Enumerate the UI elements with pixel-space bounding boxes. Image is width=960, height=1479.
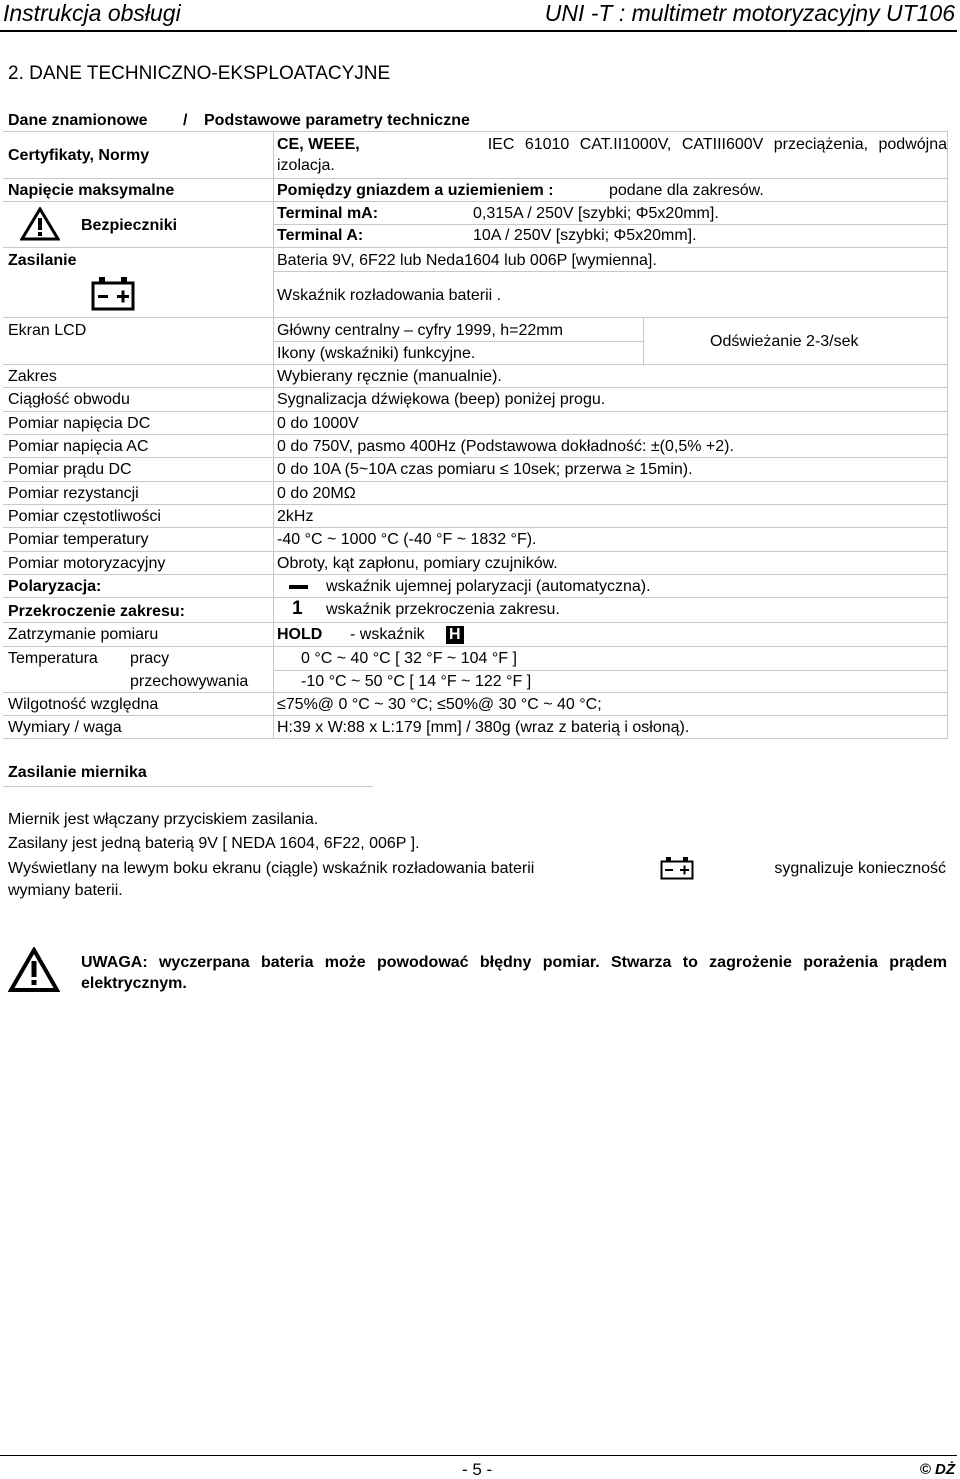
table-row — [3, 132, 948, 179]
table-row — [3, 365, 948, 388]
humidity-value: ≤75%@ 0 °C ~ 30 °C; ≤50%@ 30 °C ~ 40 °C; — [277, 696, 602, 713]
lcd-line1: Główny centralny – cyfry 1999, h=22mm — [277, 322, 563, 339]
minus-sign-icon — [289, 585, 308, 589]
table-row — [3, 623, 948, 647]
fuse-a-value: 10A / 250V [szybki; Φ5x20mm]. — [473, 227, 697, 244]
row-value: 0 do 1000V — [277, 414, 359, 432]
table-header-row — [3, 108, 948, 132]
table-row — [3, 528, 948, 551]
lcd-inner-rule — [273, 341, 643, 342]
battery-icon — [91, 275, 135, 311]
power-para-1: Miernik jest włączany przyciskiem zasilania. — [8, 811, 319, 828]
table-row — [3, 716, 948, 739]
table-row — [3, 670, 948, 693]
table-row — [3, 575, 948, 598]
hold-label: Zatrzymanie pomiaru — [8, 626, 159, 643]
cert-bold: CE, WEEE, — [277, 136, 360, 153]
row-value: 0 do 750V, pasmo 400Hz (Podstawowa dokładność: ±(0,5% +2). — [277, 437, 734, 455]
temp-store: -10 °C ~ 50 °C [ 14 °F ~ 122 °F ] — [301, 673, 532, 690]
battery-icon-inline — [660, 856, 694, 880]
row-label: Pomiar rezystancji — [8, 484, 139, 502]
table-row — [3, 388, 948, 411]
table-row — [3, 482, 948, 505]
row-value: 2kHz — [277, 507, 314, 525]
row-value: Wybierany ręcznie (manualnie). — [277, 368, 502, 385]
temp-work: 0 °C ~ 40 °C [ 32 °F ~ 104 °F ] — [301, 650, 517, 667]
over-label: Przekroczenie zakresu: — [8, 603, 185, 620]
temp-sub2: przechowywania — [130, 673, 249, 690]
row-label: Pomiar temperatury — [8, 531, 149, 549]
header-left: Instrukcja obsługi — [3, 0, 181, 26]
row-label: Pomiar częstotliwości — [8, 507, 161, 525]
lcd-divider — [643, 318, 644, 364]
table-row — [3, 598, 948, 623]
row-value: -40 °C ~ 1000 °C (-40 °F ~ 1832 °F). — [277, 531, 537, 549]
hold-bold: HOLD — [277, 626, 323, 643]
power-para-3b: sygnalizuje konieczność — [774, 860, 946, 877]
power-para-2: Zasilany jest jedną baterią 9V [ NEDA 1604, 6F22, 006P ]. — [8, 835, 420, 852]
row-value: Obroty, kąt zapłonu, pomiary czujników. — [277, 554, 558, 572]
table-header-left: Dane znamionowe — [8, 112, 148, 129]
power-section-rule — [3, 786, 373, 787]
footer-rule — [0, 1455, 957, 1456]
table-header-sep: / — [183, 112, 188, 129]
table-row — [3, 458, 948, 481]
polar-value: wskaźnik ujemnej polaryzacji (automatyczna). — [326, 578, 651, 595]
lcd-refresh: Odświeżanie 2-3/sek — [710, 333, 859, 350]
section-title: 2. DANE TECHNICZNO-EKSPLOATACYJNE — [8, 63, 391, 84]
row-value: Sygnalizacja dźwiękowa (beep) poniżej progu. — [277, 391, 606, 409]
hold-h-icon: H — [446, 626, 464, 644]
warning-text: UWAGA: wyczerpana bateria może powodować błędny pomiar. Stwarza to zagrożenie porażenia prądem elektrycznym. — [81, 954, 947, 992]
cert-label: Certyfikaty, Normy — [8, 147, 150, 164]
table-row — [3, 318, 948, 365]
warning-triangle-icon — [20, 207, 60, 241]
power-section-title: Zasilanie miernika — [8, 764, 147, 781]
table-row — [3, 435, 948, 458]
row-label: Pomiar motoryzacyjny — [8, 554, 166, 572]
header-right: UNI -T : multimetr motoryzacyjny UT106 — [544, 0, 955, 26]
over-symbol: 1 — [292, 598, 303, 619]
page-number: - 5 - — [462, 1460, 493, 1479]
lcd-line2: Ikony (wskaźniki) funkcyjne. — [277, 345, 476, 362]
row-label: Pomiar napięcia AC — [8, 437, 149, 455]
dims-value: H:39 x W:88 x L:179 [mm] / 380g (wraz z baterią i osłoną). — [277, 719, 690, 736]
power-para-3c: wymiany baterii. — [8, 882, 123, 899]
cert-rest: IEC 61010 CAT.II1000V, CATIII600V przeciążenia, podwójna — [487, 136, 947, 153]
table-row — [3, 505, 948, 528]
copyright: © DŻ — [919, 1461, 955, 1478]
table-row — [3, 272, 948, 318]
table-row — [3, 552, 948, 575]
power-para-3a: Wyświetlany na lewym boku ekranu (ciągle) wskaźnik rozładowania baterii — [8, 860, 535, 877]
fuses-label: Bezpieczniki — [81, 217, 178, 234]
polar-label: Polaryzacja: — [8, 578, 102, 595]
voltmax-bold: Pomiędzy gniazdem a uziemieniem : — [277, 182, 554, 199]
table-row — [3, 179, 948, 202]
table-header-right: Podstawowe parametry techniczne — [204, 112, 470, 129]
humidity-label: Wilgotność względna — [8, 696, 159, 713]
fuse-ma-label: Terminal mA: — [277, 205, 379, 222]
row-value: 0 do 20MΩ — [277, 484, 356, 502]
power-label: Zasilanie — [8, 252, 77, 269]
battery-indicator: Wskaźnik rozładowania baterii . — [277, 287, 502, 304]
fuse-a-label: Terminal A: — [277, 227, 364, 244]
voltmax-label: Napięcie maksymalne — [8, 182, 175, 199]
header-rule — [0, 30, 957, 32]
cert-line2: izolacja. — [277, 157, 335, 174]
voltmax-rest: podane dla zakresów. — [609, 182, 764, 199]
fuse-ma-value: 0,315A / 250V [szybki; Φ5x20mm]. — [473, 205, 719, 222]
dims-label: Wymiary / waga — [8, 719, 122, 736]
warning-triangle-icon-large — [8, 947, 60, 993]
lcd-label: Ekran LCD — [8, 322, 87, 339]
fuse-ma-row — [273, 202, 948, 225]
temp-label: Temperatura — [8, 650, 98, 667]
row-label: Ciągłość obwodu — [8, 391, 130, 409]
power-row — [273, 248, 948, 272]
table-row — [3, 412, 948, 435]
row-value: 0 do 10A (5~10A czas pomiaru ≤ 10sek; przerwa ≥ 15min). — [277, 461, 693, 479]
row-label: Pomiar prądu DC — [8, 461, 132, 479]
table-row — [3, 647, 948, 670]
table-row — [3, 693, 948, 716]
row-label: Pomiar napięcia DC — [8, 414, 151, 432]
temp-sub1: pracy — [130, 650, 170, 667]
over-value: wskaźnik przekroczenia zakresu. — [326, 601, 560, 618]
page-header — [0, 0, 960, 32]
hold-rest: - wskaźnik — [350, 626, 425, 643]
row-label: Zakres — [8, 368, 57, 385]
power-value: Bateria 9V, 6F22 lub Neda1604 lub 006P [wymienna]. — [277, 252, 657, 269]
